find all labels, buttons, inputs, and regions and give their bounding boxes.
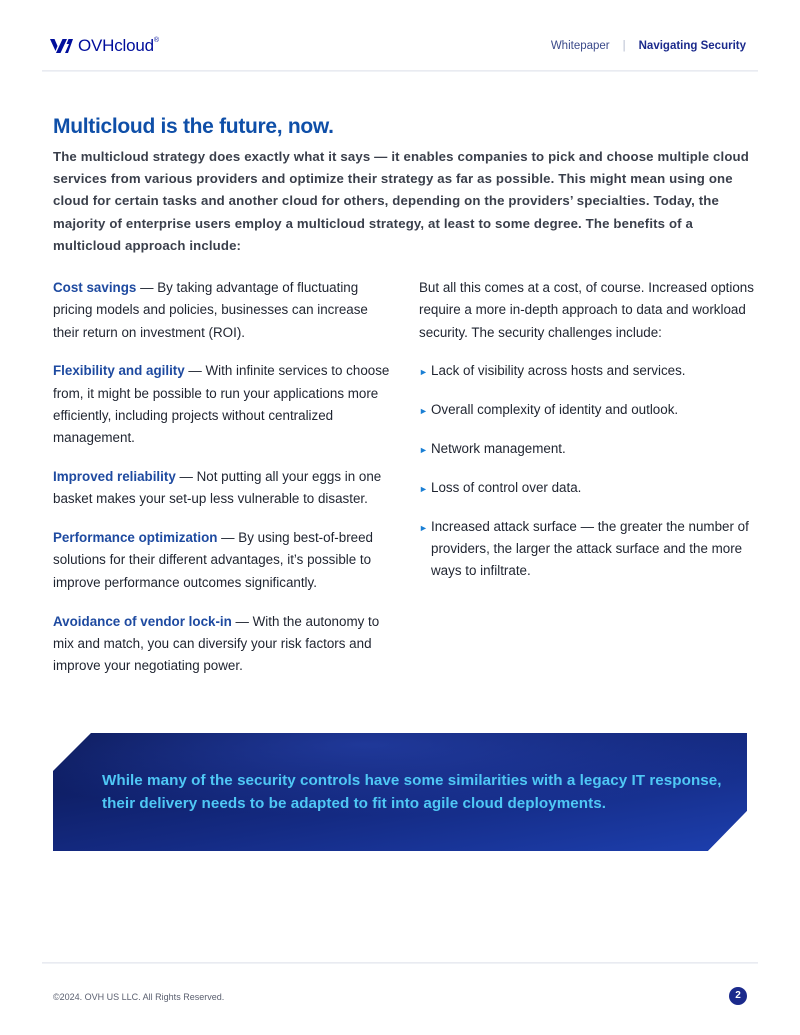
callout-banner [53, 733, 747, 851]
benefit-name: Cost savings [53, 280, 137, 295]
challenge-text: Lack of visibility across hosts and services. [431, 363, 686, 379]
benefit-name: Performance optimization [53, 530, 218, 546]
benefit-item [53, 360, 393, 449]
benefit-text: — By using best-of-breed solutions for their different advantages, it’s possible to improve performance outcomes significantly. [53, 530, 373, 590]
footer-divider [42, 962, 758, 964]
triangle-bullet-icon: ► [419, 483, 428, 494]
challenge-item [419, 516, 754, 583]
benefit-item [53, 466, 393, 511]
registered-mark: ® [153, 37, 159, 44]
ovhcloud-logo [48, 36, 159, 56]
triangle-bullet-icon: ► [419, 406, 428, 417]
benefit-text: — Not putting all your eggs in one basket makes your set-up less vulnerable to disaster. [53, 469, 382, 507]
challenge-item [419, 438, 754, 461]
header-breadcrumb [551, 40, 746, 52]
logo-wordmark [78, 36, 159, 56]
benefit-text: — With infinite services to choose from, it might be possible to run your applications more efficiently, including projects without centralized management. [53, 363, 390, 446]
page-title: Multicloud is the future, now. [53, 115, 334, 138]
benefit-item [53, 277, 393, 344]
intro-paragraph: The multicloud strategy does exactly what it says — it enables companies to pick and choose multiple cloud services from various providers and optimize their strategy as far as possible. This might mean using one cloud for certain tasks and another cloud for others, depending on the providers’ specialties. Today, the majority of enterprise users employ a multicloud strategy, at least to some degree. The benefits of a multicloud approach include: [53, 149, 749, 253]
benefit-item [53, 527, 393, 594]
triangle-bullet-icon: ► [419, 367, 428, 378]
header-divider [42, 70, 758, 72]
challenge-item [419, 399, 754, 422]
copyright-notice: ©2024. OVH US LLC. All Rights Reserved. [53, 992, 225, 1002]
benefit-name: Improved reliability [53, 469, 176, 485]
benefit-item [53, 611, 393, 678]
triangle-bullet-icon: ► [419, 522, 428, 533]
challenges-list [419, 360, 754, 582]
section-label: Navigating Security [638, 40, 746, 52]
challenge-text: Increased attack surface — the greater the number of providers, the larger the attack surface and the more ways to infiltrate. [431, 518, 749, 579]
challenge-item [419, 360, 754, 383]
page-header [0, 0, 800, 72]
challenge-text: Overall complexity of identity and outlook. [431, 402, 679, 418]
benefit-text: — With the autonomy to mix and match, you can diversify your risk factors and improve your negotiating power. [53, 613, 380, 674]
benefits-column [53, 277, 393, 694]
challenges-column [419, 277, 754, 598]
page-number-badge: 2 [729, 987, 747, 1005]
triangle-bullet-icon: ► [419, 444, 428, 455]
callout-text: While many of the security controls have some similarities with a legacy IT response, their delivery needs to be adapted to fit into agile cloud deployments. [102, 772, 722, 812]
benefit-text: — By taking advantage of fluctuating pricing models and policies, businesses can increase their return on investment (ROI). [53, 280, 368, 340]
challenge-text: Loss of control over data. [431, 479, 582, 495]
benefit-name: Avoidance of vendor lock-in [53, 613, 232, 629]
challenge-text: Network management. [431, 440, 566, 456]
logo-text: OVHcloud [78, 36, 154, 55]
challenge-item [419, 477, 754, 500]
challenges-intro: But all this comes at a cost, of course. Increased options require a more in-depth approach to data and workload security. The security challenges include: [419, 280, 754, 340]
benefit-name: Flexibility and agility [53, 363, 185, 379]
ovhcloud-logo-icon [48, 38, 74, 54]
doc-type-label: Whitepaper [550, 40, 610, 52]
breadcrumb-separator: | [622, 40, 626, 52]
